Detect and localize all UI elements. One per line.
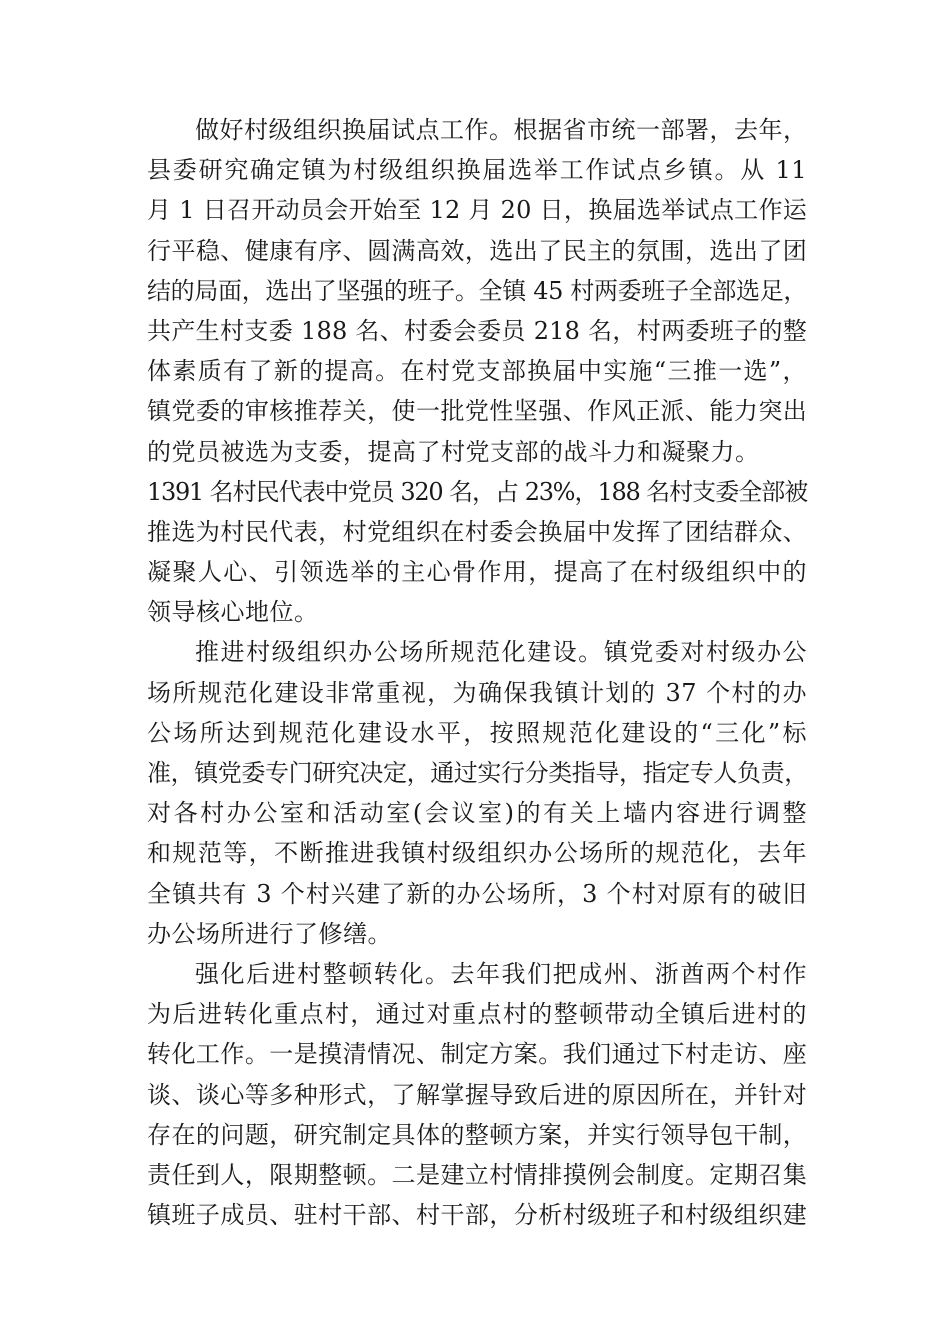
text-line: 结的局面，选出了坚强的班子。全镇 45 村两委班子全部选足，	[147, 276, 807, 305]
text-line: 存在的问题，研究制定具体的整顿方案，并实行领导包干制，	[147, 1120, 807, 1149]
text-line: 镇班子成员、驻村干部、村干部，分析村级班子和村级组织建	[147, 1201, 807, 1230]
text-line: 镇党委的审核推荐关，使一批党性坚强、作风正派、能力突出	[147, 397, 807, 426]
text-line: 责任到人，限期整顿。二是建立村情排摸例会制度。定期召集	[147, 1160, 807, 1189]
paragraph-office-standardization	[147, 632, 807, 954]
text-line: 领导核心地位。	[147, 598, 319, 627]
text-line: 共产生村支委 188 名、村委会委员 218 名，村两委班子的整	[147, 316, 807, 345]
text-line: 准，镇党委专门研究决定，通过实行分类指导，指定专人负责，	[147, 759, 808, 787]
text-line: 推进村级组织办公场所规范化建设。镇党委对村级办公	[195, 638, 807, 667]
paragraph-backward-village-rectification	[147, 954, 807, 1235]
text-line: 强化后进村整顿转化。去年我们把成州、浙酋两个村作	[195, 959, 807, 988]
text-line: 县委研究确定镇为村级组织换届选举工作试点乡镇。从 11	[147, 156, 807, 185]
text-line: 推选为村民代表，村党组织在村委会换届中发挥了团结群众、	[147, 517, 807, 546]
text-line: 为后进转化重点村，通过对重点村的整顿带动全镇后进村的	[147, 1000, 807, 1029]
text-line: 体素质有了新的提高。在村党支部换届中实施“三推一选”，	[147, 357, 807, 386]
text-line: 行平稳、健康有序、圆满高效，选出了民主的氛围，选出了团	[147, 236, 807, 265]
text-line: 谈、谈心等多种形式，了解掌握导致后进的原因所在，并针对	[147, 1080, 807, 1109]
paragraph-election-pilot	[147, 110, 807, 632]
document-body	[147, 110, 807, 1235]
text-line: 对各村办公室和活动室(会议室)的有关上墙内容进行调整	[147, 799, 807, 828]
text-line: 的党员被选为支委，提高了村党支部的战斗力和凝聚力。	[147, 437, 760, 466]
text-line: 1391 名村民代表中党员 320 名，占 23%，188 名村支委全部被	[147, 477, 807, 506]
text-line: 全镇共有 3 个村兴建了新的办公场所，3 个村对原有的破旧	[147, 879, 807, 908]
text-line: 月 1 日召开动员会开始至 12 月 20 日，换届选举试点工作运	[147, 196, 807, 225]
text-line: 做好村级组织换届试点工作。根据省市统一部署，去年，	[195, 116, 808, 144]
text-line: 凝聚人心、引领选举的主心骨作用，提高了在村级组织中的	[147, 558, 807, 587]
text-line: 场所规范化建设非常重视，为确保我镇计划的 37 个村的办	[147, 678, 807, 707]
text-line: 办公场所进行了修缮。	[147, 919, 392, 948]
text-line: 公场所达到规范化建设水平，按照规范化建设的“三化”标	[147, 718, 807, 747]
text-line: 和规范等，不断推进我镇村级组织办公场所的规范化，去年	[147, 839, 807, 868]
text-line: 转化工作。一是摸清情况、制定方案。我们通过下村走访、座	[147, 1040, 807, 1069]
